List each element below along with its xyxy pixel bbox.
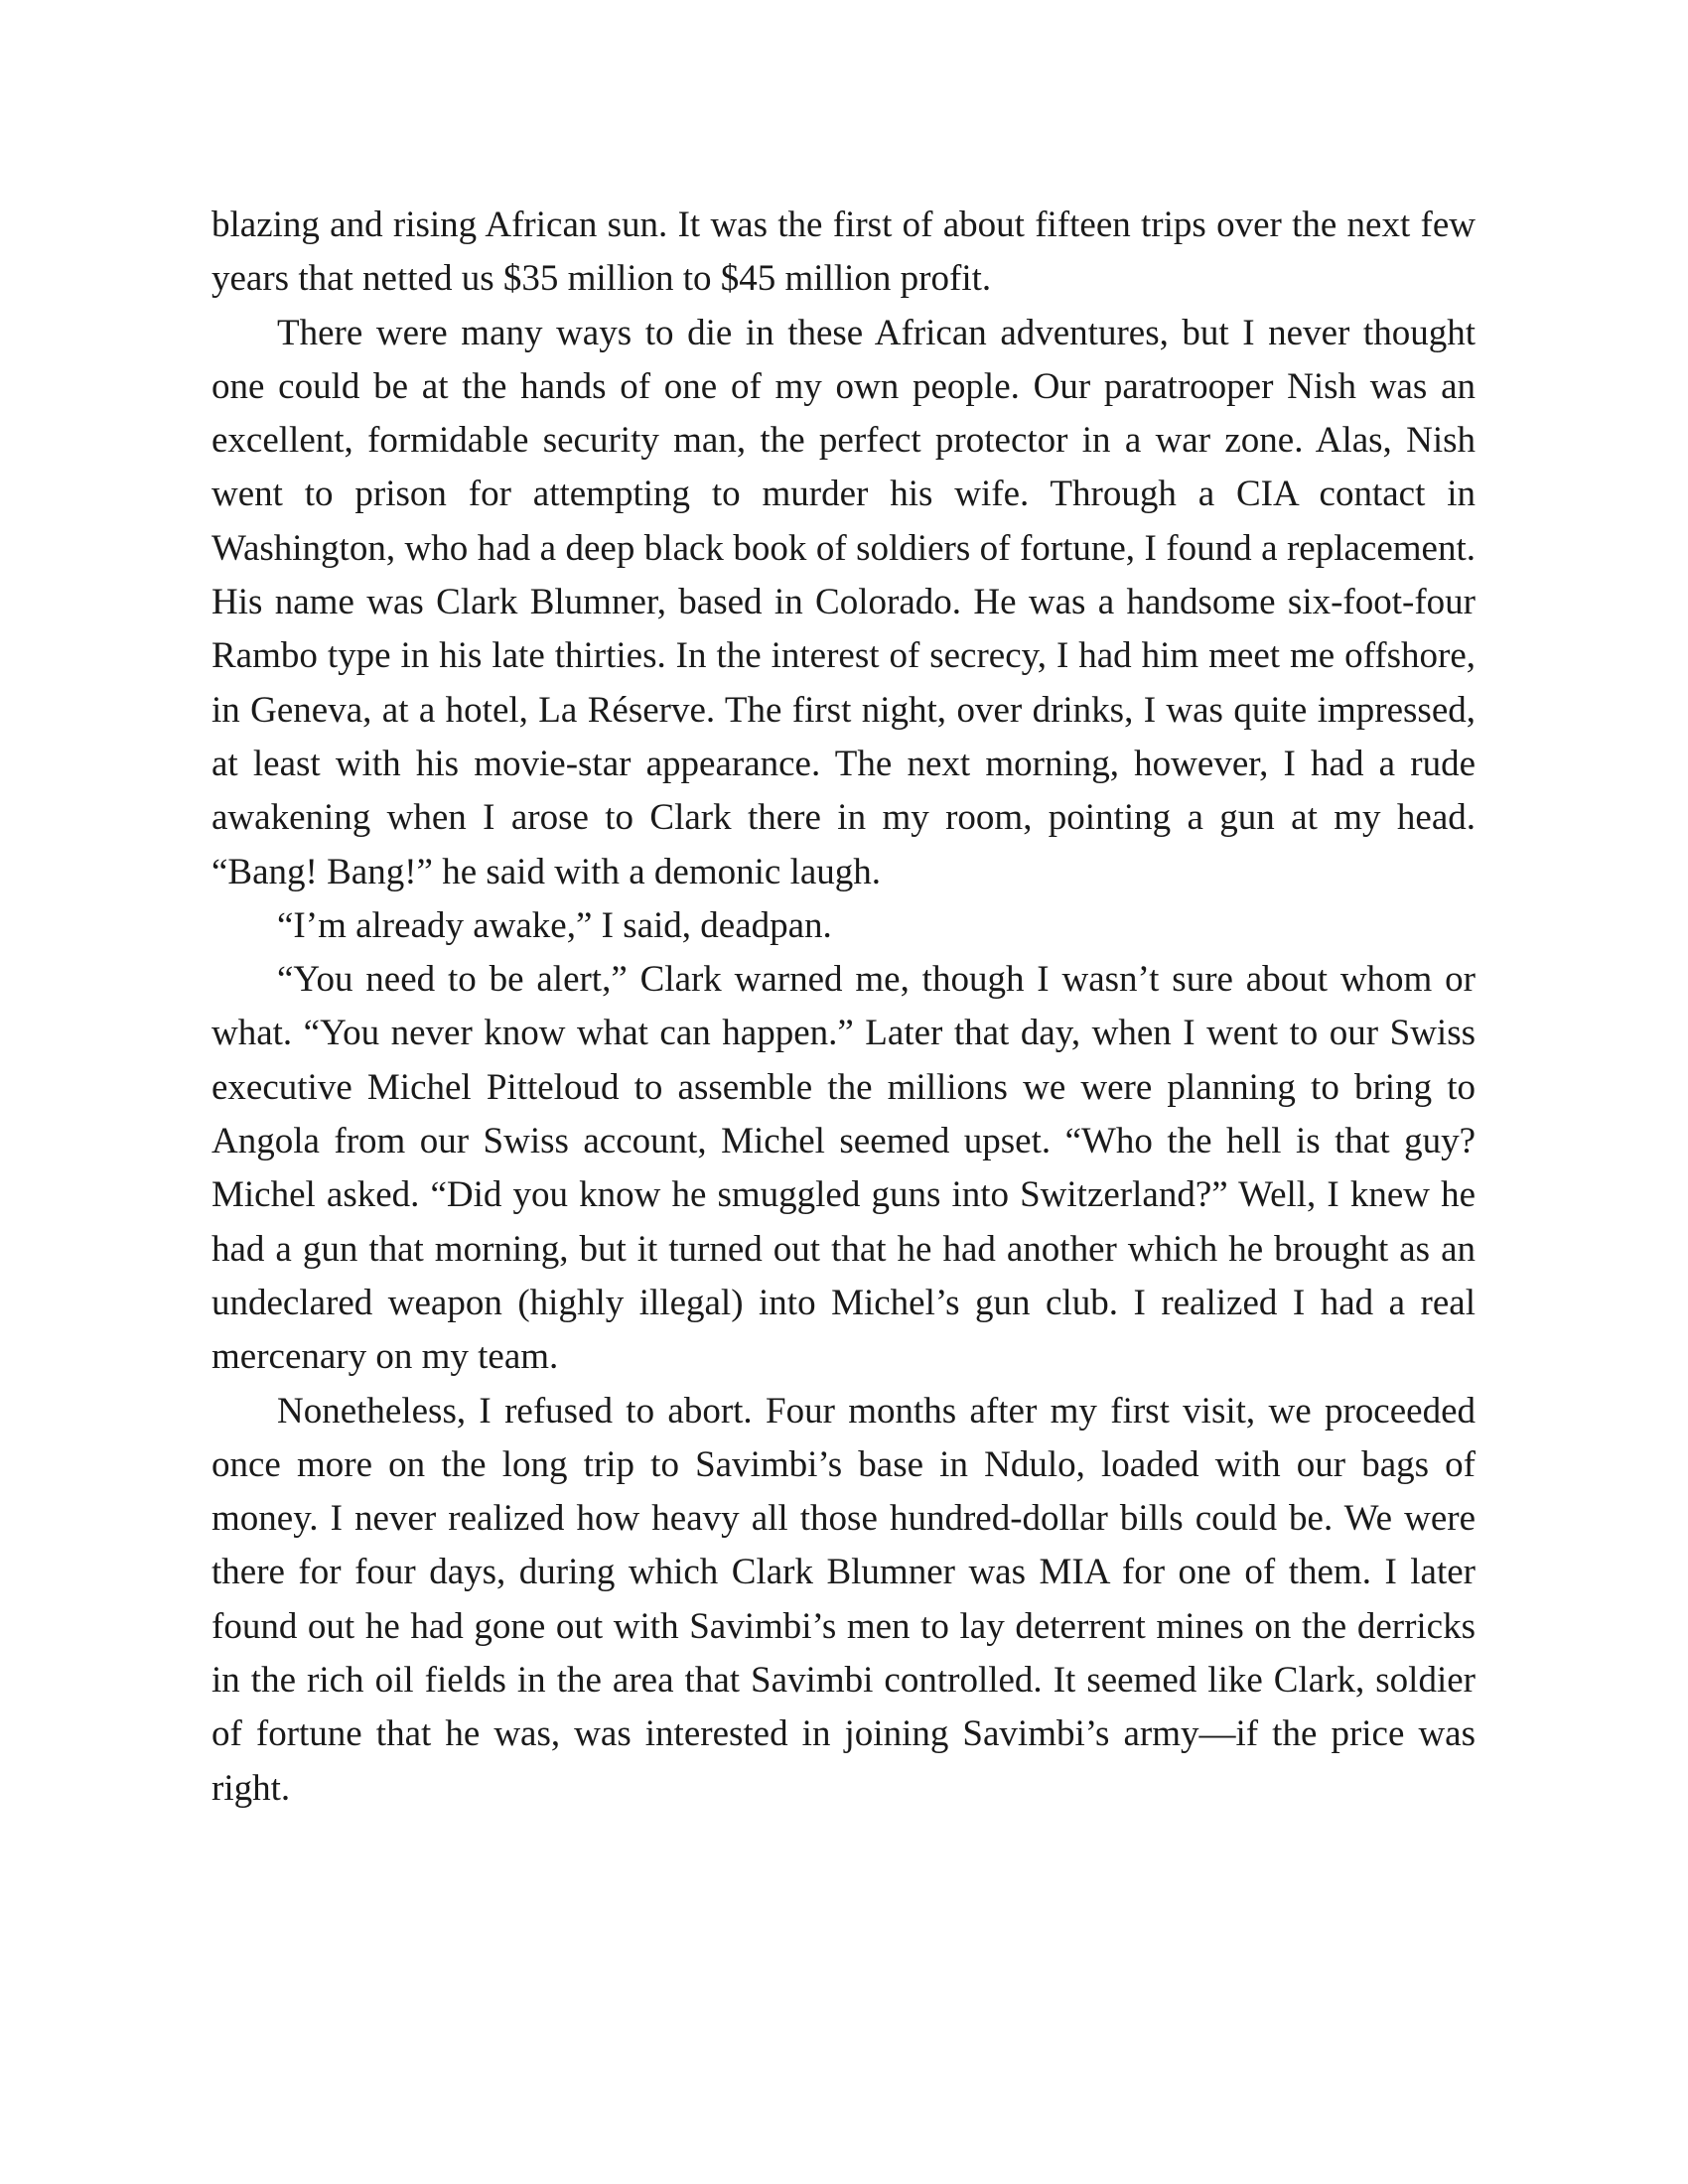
paragraph-4: “You need to be alert,” Clark warned me, though I wasn’t sure about whom or what. “You never know what can happen.” Later that day, when I went to our Swiss executive Michel Pitteloud to assemble the millions we were planning to bring to Angola from our Swiss account, Michel seemed upset. “Who the hell is that guy? Michel asked. “Did you know he smuggled guns into Switzerland?” Well, I knew he had a gun that morning, but it turned out that he had another which he brought as an undeclared weapon (highly illegal) into Michel’s gun club. I realized I had a real mercenary on my team. [211,959,1476,1378]
paragraph-5: Nonetheless, I refused to abort. Four months after my first visit, we proceeded once more on the long trip to Savimbi’s base in Ndulo, loaded with our bags of money. I never realized how heavy all those hundred-dollar bills could be. We were there for four days, during which Clark Blumner was MIA for one of them. I later found out he had gone out with Savimbi’s men to lay deterrent mines on the derricks in the rich oil fields in the area that Savimbi controlled. It seemed like Clark, soldier of fortune that he was, was interested in joining Savimbi’s army—if the price was right. [211,1390,1476,1809]
body-text [211,199,1476,1816]
paragraph-1: blazing and rising African sun. It was the first of about fifteen trips over the next few years that netted us $35 million to $45 million profit. [211,205,1476,300]
paragraph-3: “I’m already awake,” I said, deadpan. [277,904,832,946]
paragraph-2: There were many ways to die in these African adventures, but I never thought one could be at the hands of one of my own people. Our paratrooper Nish was an excellent, formidable security man, the perfect protector in a war zone. Alas, Nish went to prison for attempting to murder his wife. Through a CIA contact in Washington, who had a deep black book of soldiers of fortune, I found a replacement. His name was Clark Blumner, based in Colorado. He was a handsome six-foot-four Rambo type in his late thirties. In the interest of secrecy, I had him meet me offshore, in Geneva, at a hotel, La Réserve. The first night, over drinks, I was quite impressed, at least with his movie-star appearance. The next morning, however, I had a rude awakening when I arose to Clark there in my room, pointing a gun at my head. “Bang! Bang!” he said with a demonic laugh. [211,312,1476,892]
